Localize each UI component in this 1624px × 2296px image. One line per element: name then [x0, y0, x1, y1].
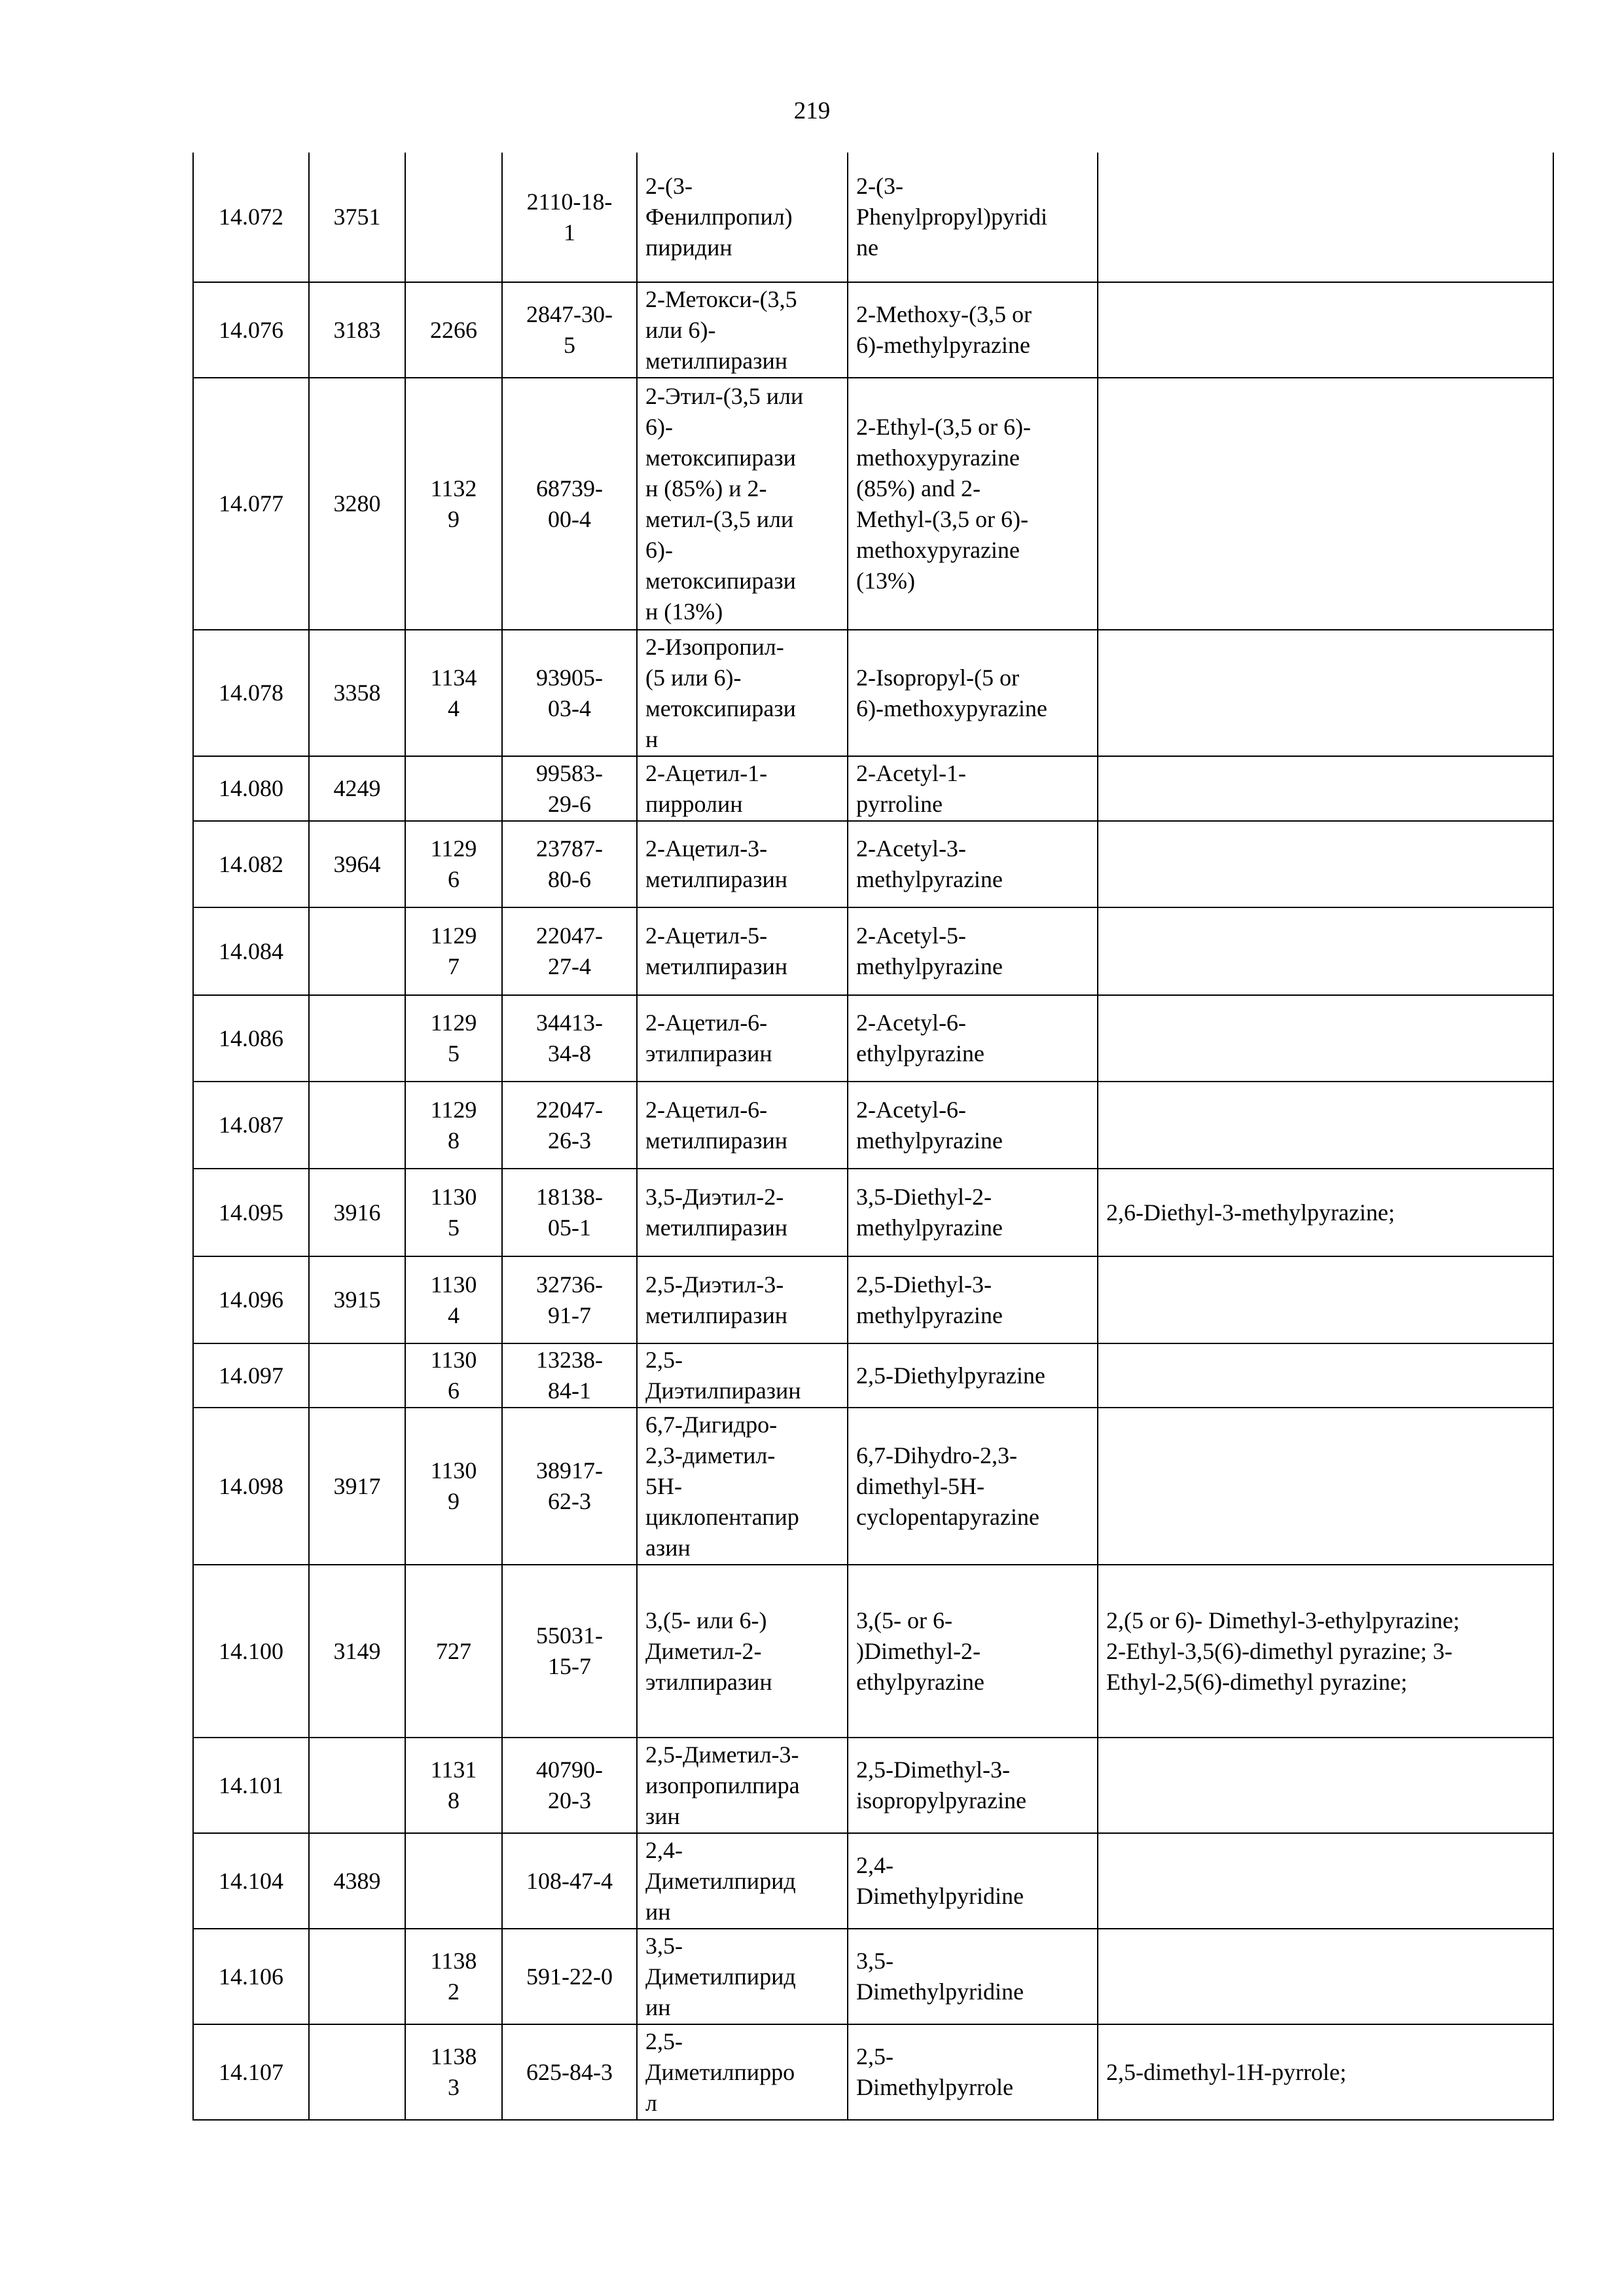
cell-synonyms [1098, 378, 1553, 630]
cell-name-russian: 3,5-Диэтил-2- метилпиразин [637, 1169, 848, 1256]
cell-coe-number: 1132 9 [405, 378, 502, 630]
cell-fema-number: 3916 [309, 1169, 405, 1256]
cell-name-russian: 2-Изопропил- (5 или 6)- метоксипирази н [637, 630, 848, 756]
table-row [193, 1343, 1553, 1408]
cell-synonyms: 2,5-dimethyl-1H-pyrrole; [1098, 2024, 1553, 2120]
cell-name-russian: 2,5-Диэтил-3- метилпиразин [637, 1256, 848, 1343]
table-row [193, 821, 1553, 907]
cell-number: 14.106 [193, 1929, 309, 2024]
cell-cas-number: 2110-18- 1 [502, 153, 637, 282]
table-row [193, 1256, 1553, 1343]
cell-cas-number: 625-84-3 [502, 2024, 637, 2120]
cell-synonyms: 2,(5 or 6)- Dimethyl-3-ethylpyrazine; 2-Ethyl-3,5(6)-dimethyl pyrazine; 3- Ethyl-2,5(6)-dimethyl pyrazine; [1098, 1565, 1553, 1738]
cell-cas-number: 22047- 27-4 [502, 907, 637, 995]
cell-name-russian: 2,4- Диметилпирид ин [637, 1833, 848, 1929]
cell-number: 14.076 [193, 282, 309, 378]
cell-cas-number: 13238- 84-1 [502, 1343, 637, 1408]
cell-name-russian: 2-Ацетил-1- пирролин [637, 756, 848, 821]
cell-fema-number: 3917 [309, 1408, 405, 1565]
cell-cas-number: 18138- 05-1 [502, 1169, 637, 1256]
cell-cas-number: 34413- 34-8 [502, 995, 637, 1082]
cell-name-english: 2-Acetyl-5- methylpyrazine [848, 907, 1098, 995]
cell-coe-number: 1129 5 [405, 995, 502, 1082]
cell-number: 14.098 [193, 1408, 309, 1565]
cell-number: 14.080 [193, 756, 309, 821]
cell-fema-number [309, 1738, 405, 1833]
cell-number: 14.095 [193, 1169, 309, 1256]
cell-cas-number: 108-47-4 [502, 1833, 637, 1929]
cell-name-russian: 2-Ацетил-6- метилпиразин [637, 1082, 848, 1169]
cell-fema-number: 3915 [309, 1256, 405, 1343]
flavouring-substances-table [192, 153, 1554, 2121]
cell-fema-number: 3183 [309, 282, 405, 378]
table-row [193, 907, 1553, 995]
cell-synonyms [1098, 756, 1553, 821]
table-row [193, 282, 1553, 378]
cell-cas-number: 38917- 62-3 [502, 1408, 637, 1565]
cell-fema-number [309, 907, 405, 995]
cell-synonyms [1098, 153, 1553, 282]
cell-coe-number: 1130 5 [405, 1169, 502, 1256]
cell-fema-number [309, 2024, 405, 2120]
cell-cas-number: 99583- 29-6 [502, 756, 637, 821]
cell-number: 14.107 [193, 2024, 309, 2120]
cell-name-russian: 2,5- Диэтилпиразин [637, 1343, 848, 1408]
cell-name-russian: 3,5- Диметилпирид ин [637, 1929, 848, 2024]
cell-coe-number [405, 756, 502, 821]
cell-name-russian: 2-Ацетил-5- метилпиразин [637, 907, 848, 995]
cell-name-russian: 2-Ацетил-3- метилпиразин [637, 821, 848, 907]
cell-synonyms [1098, 1833, 1553, 1929]
table-row [193, 153, 1553, 282]
cell-number: 14.078 [193, 630, 309, 756]
cell-fema-number [309, 1082, 405, 1169]
table-row [193, 1082, 1553, 1169]
cell-name-english: 3,(5- or 6- )Dimethyl-2- ethylpyrazine [848, 1565, 1098, 1738]
cell-synonyms [1098, 1256, 1553, 1343]
cell-coe-number: 1129 6 [405, 821, 502, 907]
table-row [193, 995, 1553, 1082]
cell-cas-number: 55031- 15-7 [502, 1565, 637, 1738]
cell-name-english: 2-Acetyl-6- ethylpyrazine [848, 995, 1098, 1082]
cell-name-english: 3,5-Diethyl-2- methylpyrazine [848, 1169, 1098, 1256]
cell-fema-number: 3751 [309, 153, 405, 282]
cell-coe-number: 1130 6 [405, 1343, 502, 1408]
cell-cas-number: 591-22-0 [502, 1929, 637, 2024]
cell-name-english: 2,5- Dimethylpyrrole [848, 2024, 1098, 2120]
cell-synonyms [1098, 1343, 1553, 1408]
cell-fema-number: 3964 [309, 821, 405, 907]
cell-synonyms [1098, 907, 1553, 995]
cell-name-english: 2,5-Diethyl-3- methylpyrazine [848, 1256, 1098, 1343]
cell-coe-number: 2266 [405, 282, 502, 378]
cell-name-russian: 2,5- Диметилпирро л [637, 2024, 848, 2120]
cell-name-english: 2-Acetyl-6- methylpyrazine [848, 1082, 1098, 1169]
cell-number: 14.082 [193, 821, 309, 907]
table-row [193, 1833, 1553, 1929]
cell-fema-number: 4249 [309, 756, 405, 821]
cell-name-english: 2,5-Dimethyl-3- isopropylpyrazine [848, 1738, 1098, 1833]
cell-fema-number: 3149 [309, 1565, 405, 1738]
cell-name-english: 2-Acetyl-3- methylpyrazine [848, 821, 1098, 907]
cell-number: 14.072 [193, 153, 309, 282]
cell-coe-number: 1138 2 [405, 1929, 502, 2024]
cell-name-russian: 2-(3- Фенилпропил) пиридин [637, 153, 848, 282]
cell-cas-number: 93905- 03-4 [502, 630, 637, 756]
cell-name-russian: 2,5-Диметил-3- изопропилпира зин [637, 1738, 848, 1833]
table-row [193, 2024, 1553, 2120]
table-row [193, 1929, 1553, 2024]
cell-fema-number [309, 1343, 405, 1408]
cell-number: 14.101 [193, 1738, 309, 1833]
cell-name-english: 2-(3- Phenylpropyl)pyridi ne [848, 153, 1098, 282]
cell-synonyms [1098, 1408, 1553, 1565]
cell-number: 14.097 [193, 1343, 309, 1408]
cell-cas-number: 22047- 26-3 [502, 1082, 637, 1169]
cell-name-russian: 6,7-Дигидро- 2,3-диметил- 5H- циклопентапир азин [637, 1408, 848, 1565]
cell-number: 14.077 [193, 378, 309, 630]
cell-fema-number: 3358 [309, 630, 405, 756]
table-row [193, 630, 1553, 756]
cell-number: 14.084 [193, 907, 309, 995]
cell-synonyms [1098, 821, 1553, 907]
table-row [193, 756, 1553, 821]
cell-name-english: 2-Ethyl-(3,5 or 6)- methoxypyrazine (85%) and 2- Methyl-(3,5 or 6)- methoxypyrazine (13%) [848, 378, 1098, 630]
cell-name-russian: 3,(5- или 6-) Диметил-2- этилпиразин [637, 1565, 848, 1738]
cell-coe-number: 727 [405, 1565, 502, 1738]
cell-fema-number: 3280 [309, 378, 405, 630]
table-row [193, 1408, 1553, 1565]
cell-name-english: 6,7-Dihydro-2,3- dimethyl-5H- cyclopentapyrazine [848, 1408, 1098, 1565]
cell-name-english: 2,5-Diethylpyrazine [848, 1343, 1098, 1408]
cell-name-english: 2-Acetyl-1- pyrroline [848, 756, 1098, 821]
cell-name-russian: 2-Ацетил-6- этилпиразин [637, 995, 848, 1082]
table-row [193, 1565, 1553, 1738]
cell-coe-number: 1131 8 [405, 1738, 502, 1833]
cell-number: 14.104 [193, 1833, 309, 1929]
cell-name-english: 2-Methoxy-(3,5 or 6)-methylpyrazine [848, 282, 1098, 378]
cell-synonyms: 2,6-Diethyl-3-methylpyrazine; [1098, 1169, 1553, 1256]
cell-number: 14.100 [193, 1565, 309, 1738]
cell-synonyms [1098, 282, 1553, 378]
cell-fema-number: 4389 [309, 1833, 405, 1929]
cell-cas-number: 32736- 91-7 [502, 1256, 637, 1343]
cell-cas-number: 68739- 00-4 [502, 378, 637, 630]
cell-synonyms [1098, 630, 1553, 756]
table-row [193, 1738, 1553, 1833]
cell-name-english: 2,4- Dimethylpyridine [848, 1833, 1098, 1929]
cell-cas-number: 2847-30- 5 [502, 282, 637, 378]
cell-number: 14.087 [193, 1082, 309, 1169]
cell-synonyms [1098, 1082, 1553, 1169]
cell-coe-number: 1130 4 [405, 1256, 502, 1343]
table-body [193, 153, 1553, 2120]
cell-coe-number: 1134 4 [405, 630, 502, 756]
cell-synonyms [1098, 1738, 1553, 1833]
cell-number: 14.086 [193, 995, 309, 1082]
cell-coe-number: 1130 9 [405, 1408, 502, 1565]
cell-fema-number [309, 995, 405, 1082]
cell-coe-number: 1129 7 [405, 907, 502, 995]
cell-name-english: 2-Isopropyl-(5 or 6)-methoxypyrazine [848, 630, 1098, 756]
cell-synonyms [1098, 995, 1553, 1082]
cell-coe-number: 1129 8 [405, 1082, 502, 1169]
table-row [193, 1169, 1553, 1256]
cell-number: 14.096 [193, 1256, 309, 1343]
cell-cas-number: 23787- 80-6 [502, 821, 637, 907]
cell-coe-number [405, 1833, 502, 1929]
cell-name-russian: 2-Этил-(3,5 или 6)- метоксипирази н (85%) и 2- метил-(3,5 или 6)- метоксипирази н (13%) [637, 378, 848, 630]
page-number: 219 [793, 98, 831, 124]
cell-name-english: 3,5- Dimethylpyridine [848, 1929, 1098, 2024]
cell-coe-number [405, 153, 502, 282]
cell-cas-number: 40790- 20-3 [502, 1738, 637, 1833]
cell-fema-number [309, 1929, 405, 2024]
table-row [193, 378, 1553, 630]
cell-coe-number: 1138 3 [405, 2024, 502, 2120]
cell-name-russian: 2-Метокси-(3,5 или 6)- метилпиразин [637, 282, 848, 378]
cell-synonyms [1098, 1929, 1553, 2024]
